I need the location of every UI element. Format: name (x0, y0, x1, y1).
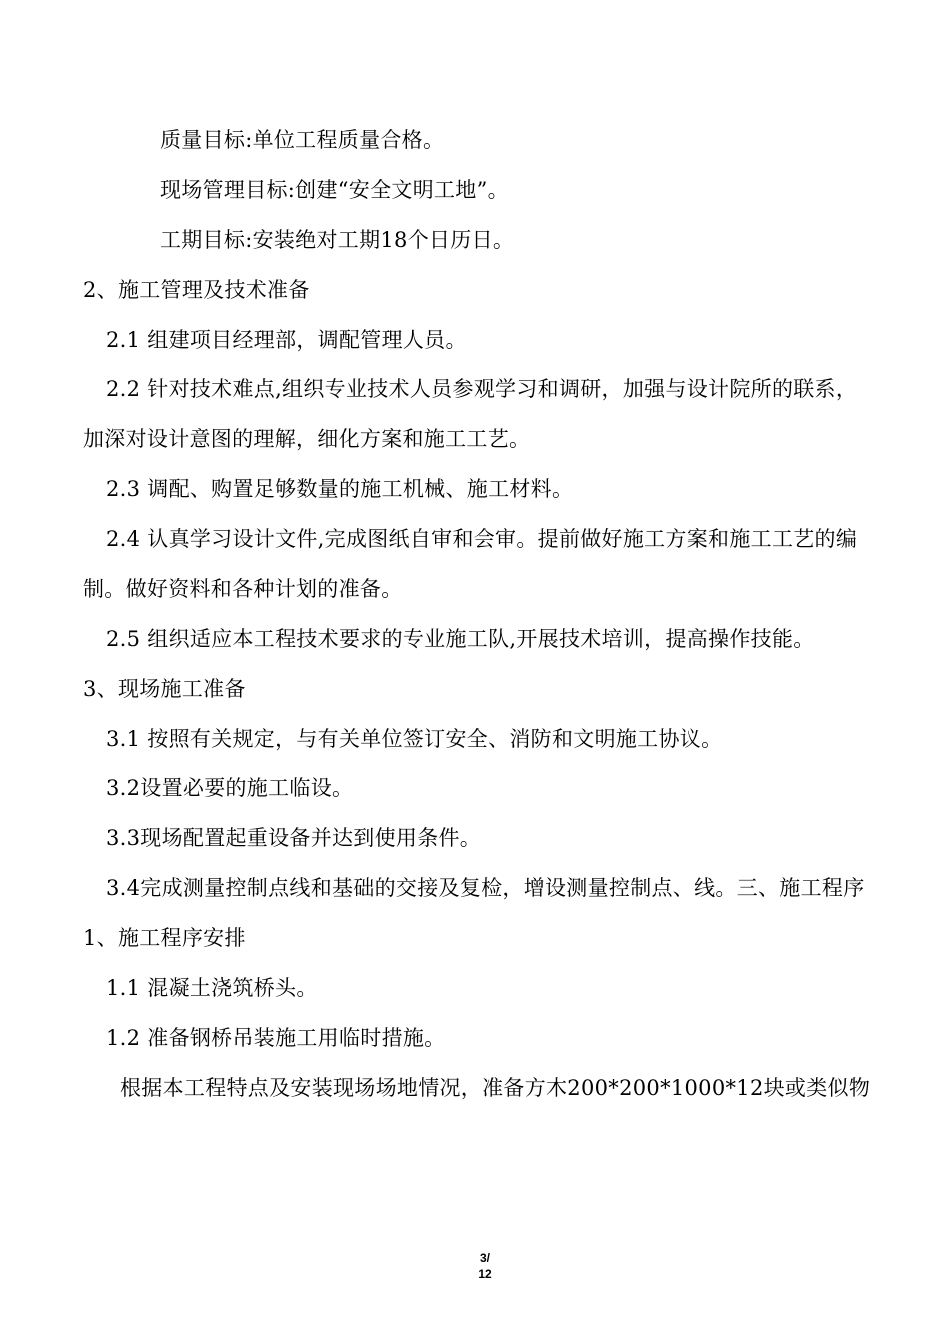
paragraph-site-management-goal: 现场管理目标:创建“安全文明工地”。 (160, 178, 509, 202)
paragraph-2-5: 2.5 组织适应本工程技术要求的专业施工队,开展技术培训，提高操作技能。 (106, 627, 815, 651)
paragraph-1-1: 1.1 混凝土浇筑桥头。 (106, 976, 318, 1000)
paragraph-3-4: 3.4完成测量控制点线和基础的交接及复检，增设测量控制点、线。三、施工程序 (106, 876, 865, 900)
paragraph-3-2: 3.2设置必要的施工临设。 (106, 776, 354, 800)
paragraph-2-2: 2.2 针对技术难点,组织专业技术人员参观学习和调研，加强与设计院所的联系， (106, 377, 858, 401)
paragraph-2-4: 2.4 认真学习设计文件,完成图纸自审和会审。提前做好施工方案和施工工艺的编 (106, 527, 858, 551)
page-number (465, 1250, 505, 1282)
page-number-current: 3/ (479, 1251, 490, 1265)
section-heading-3: 3、现场施工准备 (83, 677, 246, 701)
paragraph-3-3: 3.3现场配置起重设备并达到使用条件。 (106, 826, 482, 850)
paragraph-2-4-continued: 制。做好资料和各种计划的准备。 (83, 577, 403, 601)
paragraph-schedule-goal: 工期目标:安装绝对工期18个日历日。 (160, 228, 515, 252)
section-heading-2: 2、施工管理及技术准备 (83, 278, 310, 302)
paragraph-quality-goal: 质量目标:单位工程质量合格。 (160, 128, 445, 152)
paragraph-3-1: 3.1 按照有关规定，与有关单位签订安全、消防和文明施工协议。 (106, 727, 723, 751)
paragraph-1-2: 1.2 准备钢桥吊装施工用临时措施。 (106, 1026, 446, 1050)
paragraph-timber-preparation: 根据本工程特点及安装现场场地情况，准备方木200*200*1000*12块或类似物 (120, 1076, 871, 1100)
page-number-total: 12 (478, 1267, 492, 1281)
paragraph-2-1: 2.1 组建项目经理部，调配管理人员。 (106, 328, 467, 352)
paragraph-2-3: 2.3 调配、购置足够数量的施工机械、施工材料。 (106, 477, 574, 501)
section-heading-program: 1、施工程序安排 (83, 926, 246, 950)
paragraph-2-2-continued: 加深对设计意图的理解，细化方案和施工工艺。 (83, 427, 531, 451)
